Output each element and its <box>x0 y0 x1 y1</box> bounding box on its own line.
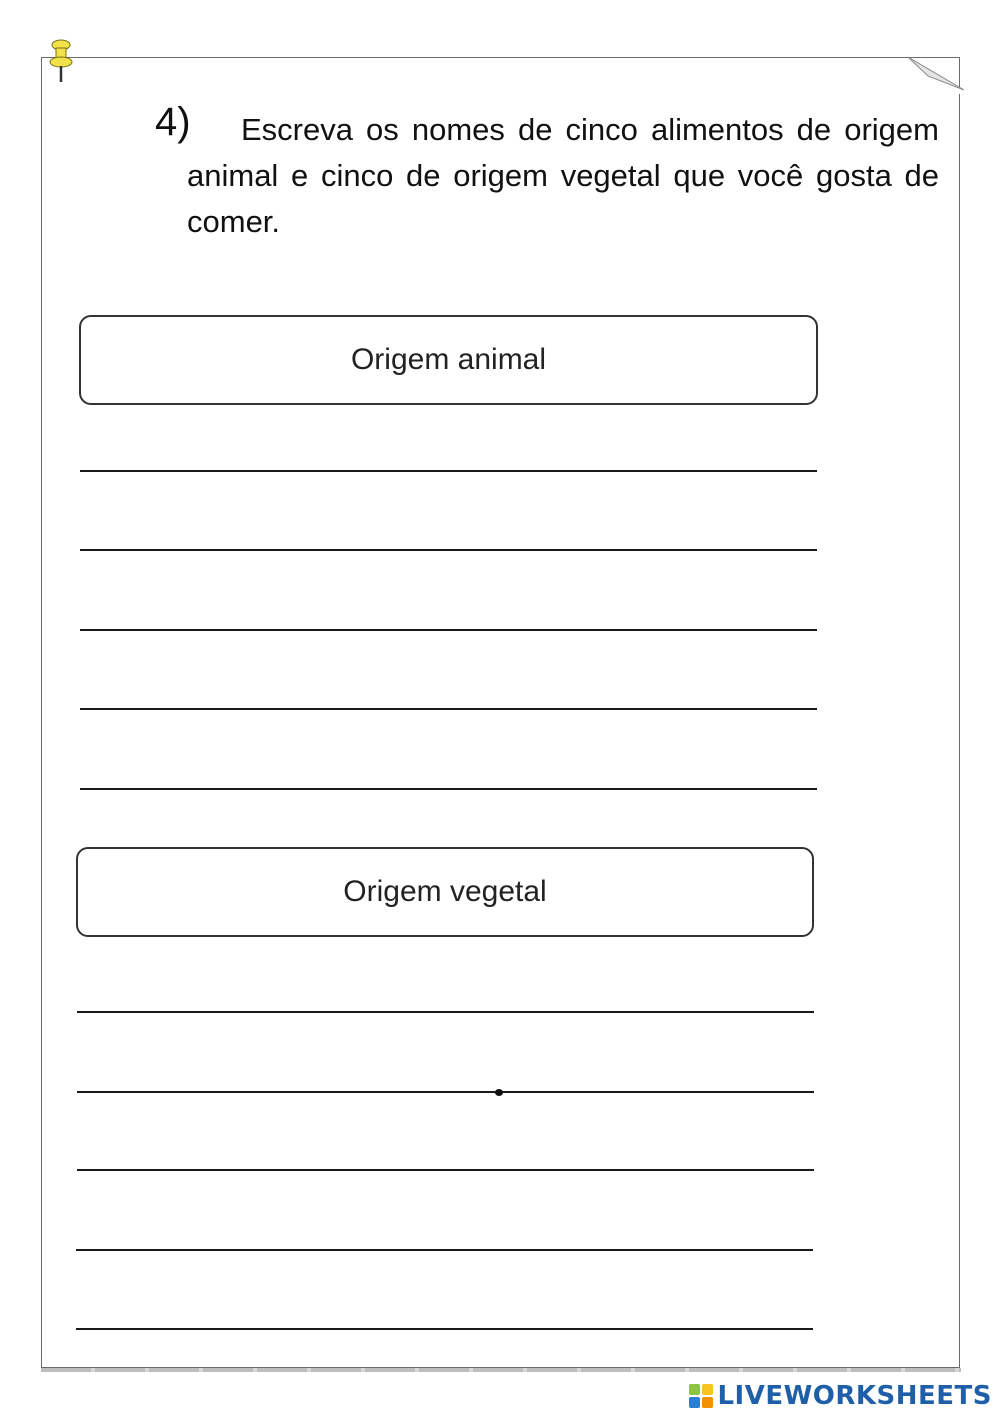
liveworksheets-logo-icon <box>689 1384 713 1408</box>
ink-dot <box>495 1089 503 1096</box>
page-shadow <box>41 1368 961 1372</box>
answer-line-animal-1[interactable] <box>80 470 817 472</box>
page-fold-corner <box>908 54 964 94</box>
answer-line-vegetal-3[interactable] <box>77 1169 814 1171</box>
pushpin-icon <box>48 38 74 88</box>
answer-line-vegetal-5[interactable] <box>76 1328 813 1330</box>
brand-name: LIVEWORKSHEETS <box>717 1381 992 1411</box>
answer-line-animal-2[interactable] <box>80 549 817 551</box>
origem-animal-label-box <box>79 315 818 405</box>
answer-line-animal-4[interactable] <box>80 708 817 710</box>
liveworksheets-logo <box>689 1381 992 1411</box>
origem-vegetal-label-box <box>76 847 814 937</box>
worksheet-page <box>41 57 960 1368</box>
origem-animal-label: Origem animal <box>350 343 547 376</box>
answer-line-vegetal-1[interactable] <box>77 1011 814 1013</box>
answer-line-vegetal-4[interactable] <box>76 1249 813 1251</box>
question-number: 4) <box>155 100 191 144</box>
answer-line-animal-3[interactable] <box>80 629 817 631</box>
answer-line-vegetal-2[interactable] <box>77 1091 814 1093</box>
question-text: Escreva os nomes de cinco alimentos de origem animal e cinco de origem vegetal que você gosta de comer. <box>187 112 939 239</box>
answer-line-animal-5[interactable] <box>80 788 817 790</box>
origem-vegetal-label: Origem vegetal <box>343 875 547 908</box>
